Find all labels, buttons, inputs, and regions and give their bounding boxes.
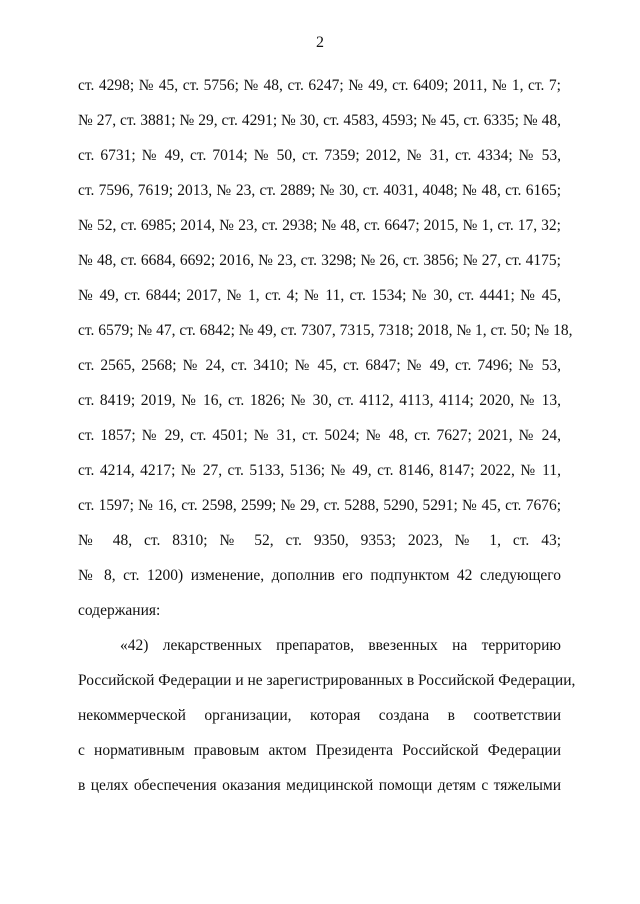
text-line: в целях обеспечения оказания медицинской помощи детям с тяжелыми bbox=[78, 777, 561, 794]
text-line: ст. 6579; № 47, ст. 6842; № 49, ст. 7307, 7315, 7318; 2018, № 1, ст. 50; № 18, bbox=[78, 322, 573, 339]
text-line: № 49, ст. 6844; 2017, № 1, ст. 4; № 11, ст. 1534; № 30, ст. 4441; № 45, bbox=[78, 287, 561, 304]
text-line: некоммерческой организации, которая создана в соответствии bbox=[78, 707, 561, 724]
text-line: № 52, ст. 6985; 2014, № 23, ст. 2938; № 48, ст. 6647; 2015, № 1, ст. 17, 32; bbox=[78, 217, 561, 234]
text-line: «42) лекарственных препаратов, ввезенных на территорию bbox=[120, 637, 561, 654]
text-line: содержания: bbox=[78, 602, 161, 619]
text-line: ст. 8419; 2019, № 16, ст. 1826; № 30, ст. 4112, 4113, 4114; 2020, № 13, bbox=[78, 392, 561, 409]
text-line: ст. 1597; № 16, ст. 2598, 2599; № 29, ст. 5288, 5290, 5291; № 45, ст. 7676; bbox=[78, 497, 561, 514]
text-line: ст. 6731; № 49, ст. 7014; № 50, ст. 7359; 2012, № 31, ст. 4334; № 53, bbox=[78, 147, 561, 164]
text-line: ст. 2565, 2568; № 24, ст. 3410; № 45, ст. 6847; № 49, ст. 7496; № 53, bbox=[78, 357, 561, 374]
page-number: 2 bbox=[316, 34, 324, 51]
text-line: № 48, ст. 8310; № 52, ст. 9350, 9353; 2023, № 1, ст. 43; bbox=[78, 532, 561, 549]
text-line: ст. 4298; № 45, ст. 5756; № 48, ст. 6247; № 49, ст. 6409; 2011, № 1, ст. 7; bbox=[78, 77, 561, 94]
text-line: Российской Федерации и не зарегистрированных в Российской Федерации, bbox=[78, 672, 576, 689]
text-line: № 8, ст. 1200) изменение, дополнив его подпунктом 42 следующего bbox=[78, 567, 561, 584]
text-line: с нормативным правовым актом Президента Российской Федерации bbox=[78, 742, 561, 759]
text-line: ст. 1857; № 29, ст. 4501; № 31, ст. 5024; № 48, ст. 7627; 2021, № 24, bbox=[78, 427, 561, 444]
text-line: ст. 4214, 4217; № 27, ст. 5133, 5136; № 49, ст. 8146, 8147; 2022, № 11, bbox=[78, 462, 561, 479]
text-line: № 48, ст. 6684, 6692; 2016, № 23, ст. 3298; № 26, ст. 3856; № 27, ст. 4175; bbox=[78, 252, 561, 269]
text-line: № 27, ст. 3881; № 29, ст. 4291; № 30, ст. 4583, 4593; № 45, ст. 6335; № 48, bbox=[78, 112, 561, 129]
text-line: ст. 7596, 7619; 2013, № 23, ст. 2889; № 30, ст. 4031, 4048; № 48, ст. 6165; bbox=[78, 182, 561, 199]
